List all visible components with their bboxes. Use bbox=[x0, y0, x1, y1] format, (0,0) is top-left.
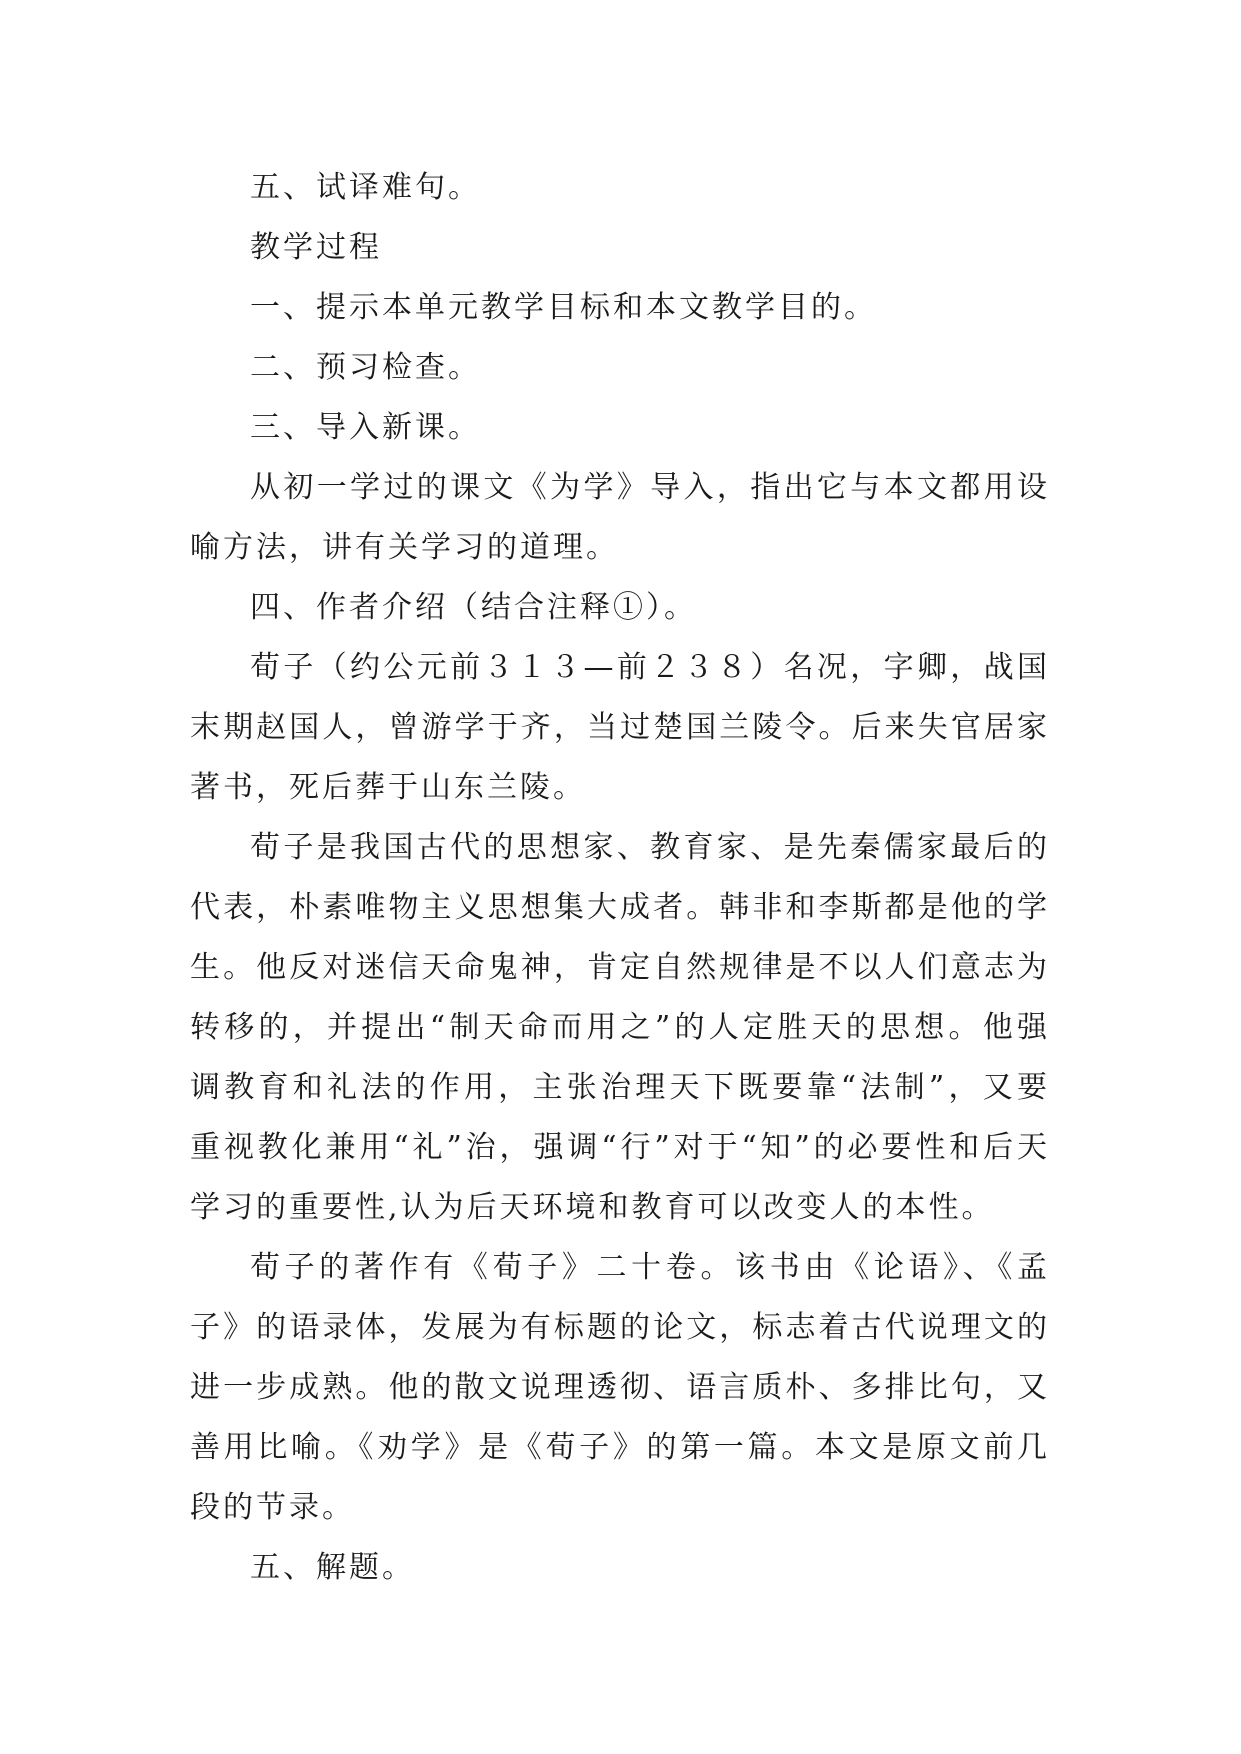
paragraph-introduction: 从初一学过的课文《为学》导入，指出它与本文都用设喻方法，讲有关学习的道理。 bbox=[190, 470, 1050, 565]
step-author-intro: 四、作者介绍（结合注释①）。 bbox=[250, 590, 697, 625]
step-introduce-lesson: 三、导入新课。 bbox=[250, 410, 481, 445]
document-body bbox=[190, 158, 1050, 1598]
paragraph-author-works: 荀子的著作有《荀子》二十卷。该书由《论语》、《孟子》的语录体，发展为有标题的论文，标志着古代说理文的进一步成熟。他的散文说理透彻、语言质朴、多排比句，又善用比喻。《劝学》是《荀子》的第一篇。本文是原文前几段的节录。 bbox=[190, 1250, 1050, 1525]
step-objectives: 一、提示本单元教学目标和本文教学目的。 bbox=[250, 290, 877, 325]
paragraph-author-thought: 荀子是我国古代的思想家、教育家、是先秦儒家最后的代表，朴素唯物主义思想集大成者。韩非和李斯都是他的学生。他反对迷信天命鬼神，肯定自然规律是不以人们意志为转移的，并提出“制天命而用之”的人定胜天的思想。他强调教育和礼法的作用，主张治理天下既要靠“法制”，又要重视教化兼用“礼”治，强调“行”对于“知”的必要性和后天学习的重要性,认为后天环境和教育可以改变人的本性。 bbox=[190, 830, 1050, 1225]
step-explain-title: 五、解题。 bbox=[250, 1550, 415, 1585]
step-preview-check: 二、预习检查。 bbox=[250, 350, 481, 385]
section-heading-process: 教学过程 bbox=[250, 230, 382, 265]
paragraph-author-bio: 荀子（约公元前３１３—前２３８）名况，字卿，战国末期赵国人，曾游学于齐，当过楚国兰陵令。后来失官居家著书，死后葬于山东兰陵。 bbox=[190, 650, 1050, 805]
section-heading-translate: 五、试译难句。 bbox=[250, 170, 481, 205]
